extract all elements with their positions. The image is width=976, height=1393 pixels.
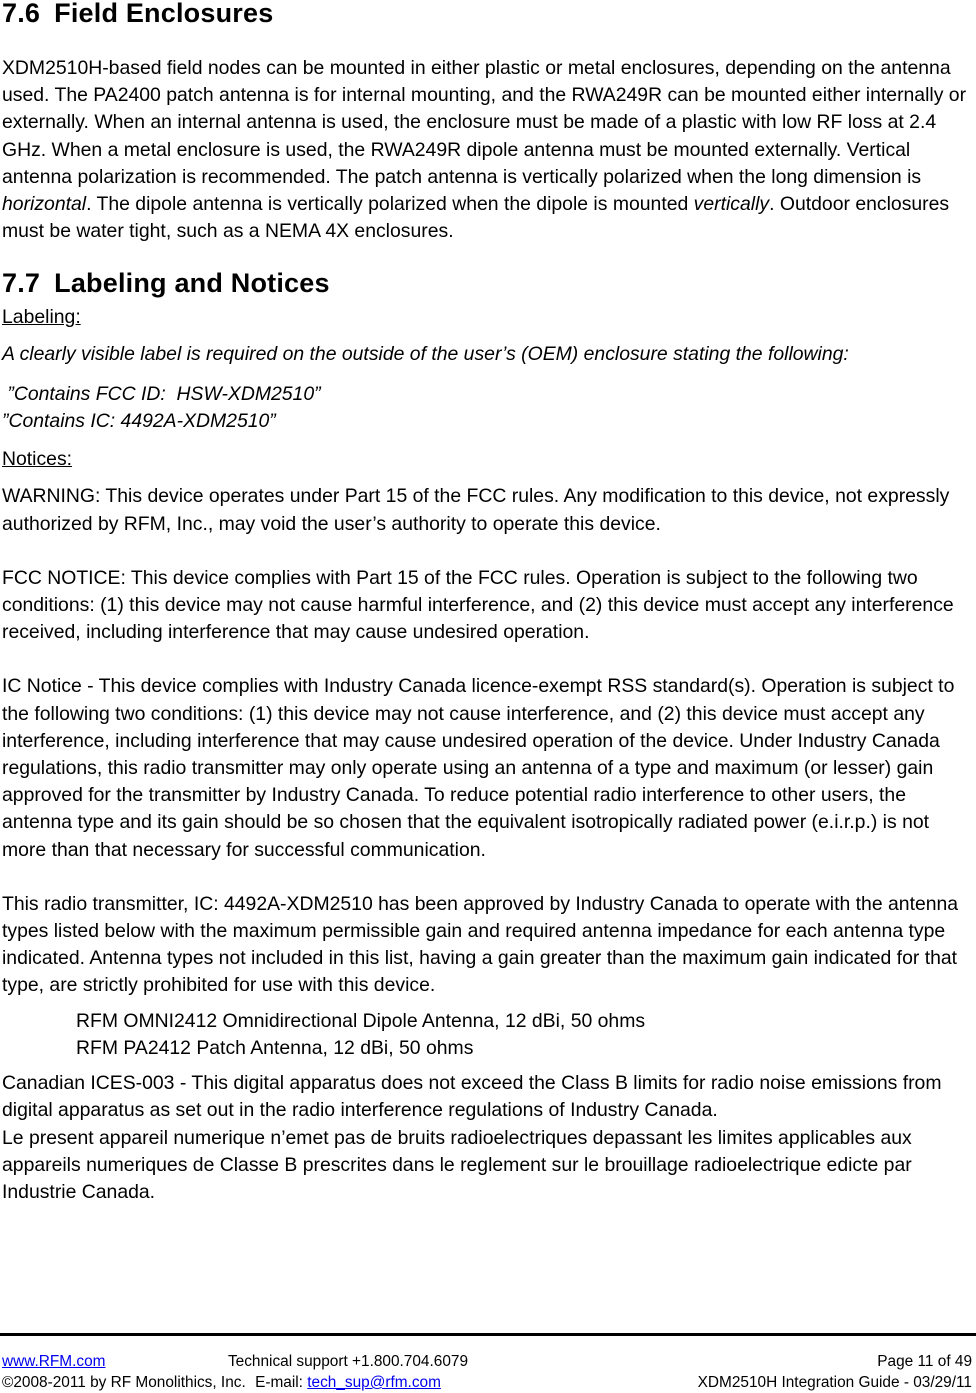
email-label: E-mail: (255, 1374, 308, 1391)
italic-text: vertically (693, 193, 770, 216)
section-heading-7-7 (2, 268, 972, 298)
notices-heading: Notices: (2, 448, 73, 471)
ices-french-paragraph: Le present appareil numerique n’emet pas de bruits radioelectriques depassant les limites applicables aux appareils numeriques de Classe B prescrites dans le reglement sur le brouillage radioelectrique edicte par Industrie Canada. (2, 1126, 912, 1203)
text-run: . Outdoor enclosures must be water tight, such as a NEMA 4X enclosures. (2, 193, 950, 243)
text-run: . The dipole antenna is vertically polarized when the dipole is mounted (86, 193, 694, 216)
antenna-list (2, 1008, 972, 1062)
fcc-notice-paragraph: FCC NOTICE: This device complies with Part 15 of the FCC rules. Operation is subject to the following two conditions: (1) this device may not cause harmful interference, and (2) this device must accept any interference received, including interference that may cause undesired operation. (2, 566, 954, 644)
page-number: Page 11 of 49 (877, 1353, 972, 1370)
section-title: Labeling and Notices (54, 268, 330, 299)
list-item: RFM OMNI2412 Omnidirectional Dipole Antenna, 12 dBi, 50 ohms (76, 1009, 646, 1032)
list-item: RFM PA2412 Patch Antenna, 12 dBi, 50 ohms (76, 1036, 474, 1059)
website-link[interactable]: www.RFM.com (2, 1353, 106, 1370)
ices-english-paragraph: Canadian ICES-003 - This digital apparatus does not exceed the Class B limits for radio noise emissions from digital apparatus as set out in the radio interference regulations of Industry Canada. (2, 1072, 942, 1122)
warning-paragraph: WARNING: This device operates under Part 15 of the FCC rules. Any modification to this device, not expressly authorized by RFM, Inc., may void the user’s authority to operate this device. (2, 485, 950, 535)
section-heading-7-6 (2, 0, 972, 28)
field-enclosures-paragraph (2, 55, 972, 245)
document-title: XDM2510H Integration Guide - 03/29/11 (697, 1374, 972, 1391)
labeling-heading: Labeling: (2, 306, 81, 329)
support-phone: Technical support +1.800.704.6079 (227, 1353, 469, 1370)
italic-text: horizontal (2, 193, 87, 216)
document-page (2, 0, 972, 1206)
footer-divider (0, 1333, 976, 1336)
text-run: XDM2510H-based field nodes can be mounted in either plastic or metal enclosures, depending on the antenna used. The PA2400 patch antenna is for internal mounting, and the RWA249R can be mounted either internally or externally. When an internal antenna is used, the enclosure must be made of a plastic with low RF loss at 2.4 GHz. When a metal enclosure is used, the RWA249R dipole antenna must be mounted externally. Vertical antenna polarization is recommended. The patch antenna is vertically polarized when the long dimension is (2, 57, 967, 188)
email-link[interactable]: tech_sup@rfm.com (307, 1374, 441, 1391)
section-number: 7.6 (2, 0, 41, 28)
section-number: 7.7 (2, 268, 41, 299)
section-title: Field Enclosures (54, 0, 274, 28)
transmitter-paragraph: This radio transmitter, IC: 4492A-XDM2510 has been approved by Industry Canada to operate with the antenna types listed below with the maximum permissible gain and required antenna impedance for each antenna type indicated. Antenna types not included in this list, having a gain greater than the maximum gain indicated for that type, are strictly prohibited for use with this device. (2, 892, 959, 997)
fcc-id-line: ”Contains FCC ID: HSW-XDM2510” (2, 382, 321, 405)
page-footer (2, 1351, 972, 1393)
ic-notice-paragraph: IC Notice - This device complies with Industry Canada licence-exempt RSS standard(s). Operation is subject to the following two conditions: (1) this device may not cause interference, and (2) this device must accept any interference, including interference that may cause undesired operation of the device. Under Industry Canada regulations, this radio transmitter may only operate using an antenna of a type and maximum (or lesser) gain approved for the transmitter by Industry Canada. To reduce potential radio interference to other users, the antenna type and its gain should be so chosen that the equivalent isotropically radiated power (e.i.r.p.) is not more than that necessary for successful communication. (2, 675, 955, 861)
labeling-intro: A clearly visible label is required on the outside of the user’s (OEM) enclosure stating the following: (2, 342, 849, 365)
ic-line: ”Contains IC: 4492A-XDM2510” (2, 410, 276, 433)
copyright: ©2008-2011 by RF Monolithics, Inc. (2, 1374, 246, 1391)
